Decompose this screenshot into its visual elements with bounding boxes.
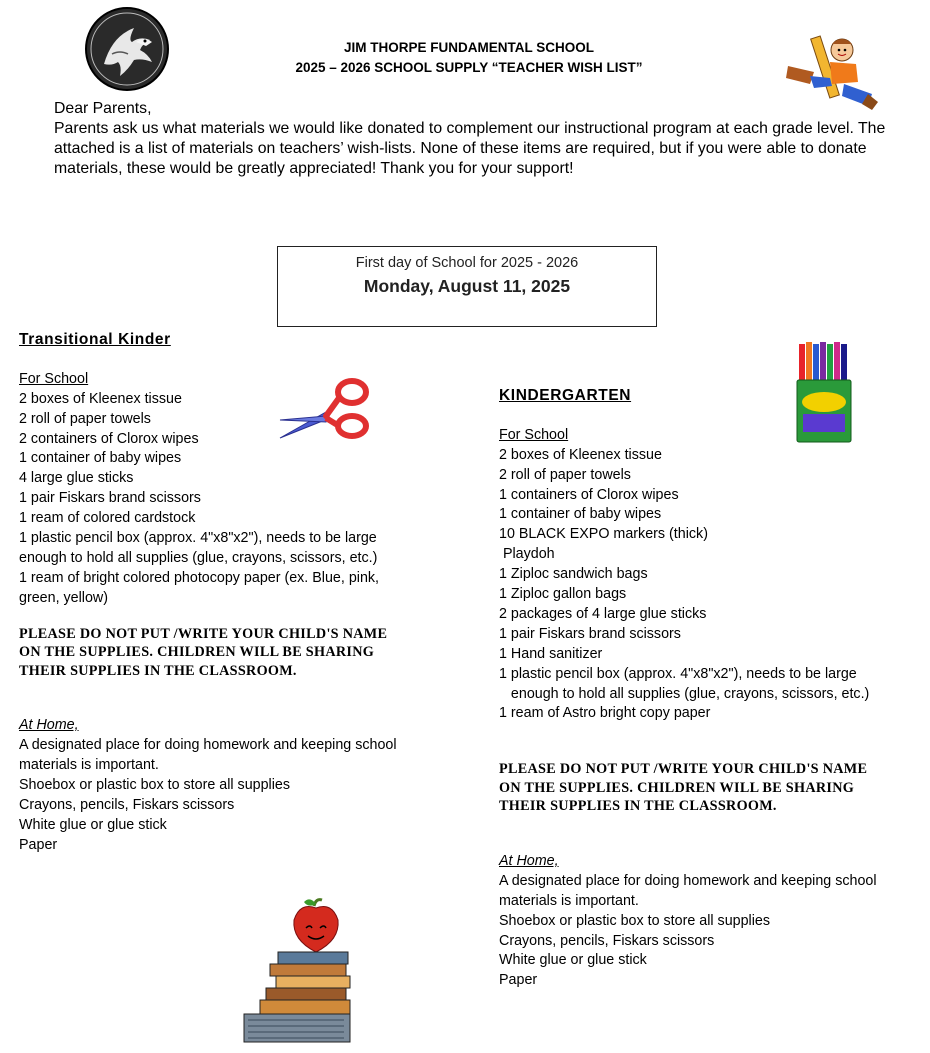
- letter-greeting: Dear Parents,: [54, 100, 152, 117]
- k-warning-line: ON THE SUPPLIES. CHILDREN WILL BE SHARING: [499, 779, 855, 796]
- tk-home-item: Shoebox or plastic box to store all supplies: [19, 776, 290, 793]
- tk-item: green, yellow): [19, 589, 108, 606]
- tk-item: 1 ream of colored cardstock: [19, 510, 196, 527]
- school-name: JIM THORPE FUNDAMENTAL SCHOOL: [343, 40, 594, 55]
- tk-home-item: White glue or glue stick: [19, 816, 167, 833]
- k-at-home: At Home,: [499, 852, 559, 869]
- k-home-item: Crayons, pencils, Fiskars scissors: [499, 932, 715, 949]
- tk-heading: Transitional Kinder: [19, 331, 171, 348]
- tk-for-school: For School: [19, 370, 89, 387]
- k-item: enough to hold all supplies (glue, crayons, scissors, etc.): [499, 685, 870, 702]
- parent-letter: [54, 99, 914, 179]
- tk-warning-line: PLEASE DO NOT PUT /WRITE YOUR CHILD'S NAME: [19, 625, 388, 642]
- k-warning-line: PLEASE DO NOT PUT /WRITE YOUR CHILD'S NAME: [499, 761, 868, 778]
- k-item: 10 BLACK EXPO markers (thick): [499, 526, 708, 543]
- tk-at-home: At Home,: [19, 717, 79, 734]
- first-day-label: First day of School for 2025 - 2026: [355, 255, 579, 271]
- tk-item: 2 roll of paper towels: [19, 410, 151, 427]
- k-column: [499, 386, 924, 991]
- k-home-item: White glue or glue stick: [499, 952, 647, 969]
- k-home-item: Shoebox or plastic box to store all supplies: [499, 912, 770, 929]
- tk-home-item: Crayons, pencils, Fiskars scissors: [19, 796, 235, 813]
- list-title: 2025 – 2026 SCHOOL SUPPLY “TEACHER WISH LIST”: [295, 60, 643, 75]
- k-for-school: For School: [499, 426, 569, 443]
- k-heading: KINDERGARTEN: [499, 387, 632, 404]
- first-day-box: [277, 246, 657, 327]
- k-item: 1 Ziploc gallon bags: [499, 586, 627, 603]
- tk-item: 4 large glue sticks: [19, 470, 134, 487]
- apple-on-books-illustration: [240, 896, 356, 1046]
- k-item: 2 packages of 4 large glue sticks: [499, 605, 707, 622]
- k-item: 1 Hand sanitizer: [499, 645, 603, 662]
- letter-body: Parents ask us what materials we would like donated to complement our instructional program at each grade level. The attached is a list of materials on teachers’ wish-lists. None of these items are required, but if you were able to donate materials, these would be greatly appreciated! Thank you for your support!: [54, 120, 886, 177]
- k-item: 2 roll of paper towels: [499, 466, 631, 483]
- tk-item: 2 boxes of Kleenex tissue: [19, 390, 182, 407]
- k-item: Playdoh: [499, 546, 555, 563]
- scissors-illustration: [276, 376, 372, 444]
- tk-home-item: materials is important.: [19, 756, 159, 773]
- k-item: 1 containers of Clorox wipes: [499, 486, 679, 503]
- k-item: 1 ream of Astro bright copy paper: [499, 705, 711, 722]
- k-home-item: Paper: [499, 972, 538, 989]
- tk-item: enough to hold all supplies (glue, crayons, scissors, etc.): [19, 549, 378, 566]
- tk-home-item: Paper: [19, 836, 58, 853]
- tk-warning-line: ON THE SUPPLIES. CHILDREN WILL BE SHARING: [19, 644, 375, 661]
- tk-warning-line: THEIR SUPPLIES IN THE CLASSROOM.: [19, 662, 297, 679]
- tk-item: 2 containers of Clorox wipes: [19, 430, 199, 447]
- k-item: 1 pair Fiskars brand scissors: [499, 625, 681, 642]
- tk-home-item: A designated place for doing homework and keeping school: [19, 737, 397, 754]
- tk-item: 1 container of baby wipes: [19, 450, 182, 467]
- tk-item: 1 plastic pencil box (approx. 4"x8"x2"), needs to be large: [19, 530, 377, 547]
- k-warning-line: THEIR SUPPLIES IN THE CLASSROOM.: [499, 798, 777, 815]
- tk-item: 1 ream of bright colored photocopy paper (ex. Blue, pink,: [19, 569, 380, 586]
- k-item: 1 Ziploc sandwich bags: [499, 566, 648, 583]
- k-item: 2 boxes of Kleenex tissue: [499, 446, 662, 463]
- tk-column: [19, 330, 459, 856]
- k-home-item: A designated place for doing homework and keeping school: [499, 872, 877, 889]
- k-item: 1 container of baby wipes: [499, 506, 662, 523]
- first-day-date: Monday, August 11, 2025: [363, 276, 571, 296]
- k-item: 1 plastic pencil box (approx. 4"x8"x2"), needs to be large: [499, 665, 857, 682]
- tk-item: 1 pair Fiskars brand scissors: [19, 490, 201, 507]
- k-home-item: materials is important.: [499, 892, 639, 909]
